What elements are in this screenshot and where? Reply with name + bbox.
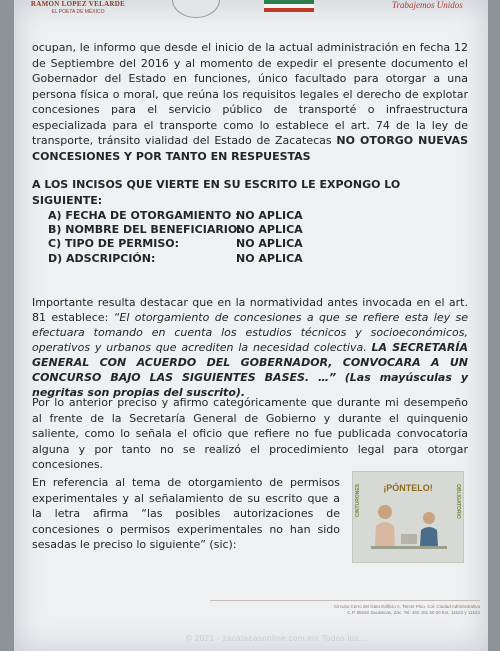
letterhead-left <box>28 0 128 15</box>
paragraph-concessions <box>32 40 468 164</box>
letterhead-subtitle: EL POETA DE MÉXICO <box>51 9 105 15</box>
slogan: Trabajemos Unidos <box>392 0 463 10</box>
poster-title: ¡PÓNTELO! <box>383 483 433 493</box>
letterhead <box>14 0 488 36</box>
poster-side-text: OBLIGATORIO <box>455 484 461 519</box>
inciso-value: NO APLICA <box>236 237 303 250</box>
poster-figures-icon <box>371 498 447 556</box>
paragraph-text: ocupan, le informo que desde el inicio de la actual administración en fecha 12 de Septiembre del 2016 y al momento de expedir el presente documento el Gobernador del Estado en funciones, único facultado para otorgar a una persona física o moral, que reúna los requisitos legales el derecho de explotar concesiones para el servicio público de transporté o infraestructura especializada para el transporte como lo establece el art. 74 de la ley de transporte, tránsito vialidad del Estado de Zacatecas <box>32 41 468 147</box>
footer-line: Circuito Cerro del Gato Edificio A, Tercer Piso, Col. Ciudad Administrativa <box>334 604 480 609</box>
quote-note: (Las mayúsculas y negritas son propias del suscrito). <box>32 371 469 399</box>
paragraph-article-81 <box>32 295 468 400</box>
footer-divider <box>210 600 480 601</box>
flag-band <box>264 8 314 12</box>
quote-text: “El otorgamiento de concesiones a que se refiere esta ley se efectuara tomando en cuenta los estudios técnicos y socioeconómicos, operativos y urbanos que acrediten la necesidad colectiva. <box>32 311 468 354</box>
inciso-value: NO APLICA <box>236 252 303 265</box>
footer-line: C.P. 98160 Zacatecas, Zac. Tel. 492 491 50 00 Ext. 11523 y 11522 <box>347 610 480 615</box>
inciso-label: C) TIPO DE PERMISO: <box>48 237 180 250</box>
state-flag-icon <box>264 0 314 20</box>
inciso-label: D) ADSCRIPCIÓN: <box>48 252 156 265</box>
quote-bold-text: LA SECRETARÍA GENERAL CON ACUERDO DEL GOBERNADOR, CONVOCARA A UN CONCURSO BAJO LAS SIGUIENTES BASES. …” <box>32 341 468 384</box>
paragraph-text: Importante resulta destacar que en la normatividad antes invocada en el art. 81 establece: <box>32 296 468 324</box>
seal-icon <box>172 0 220 18</box>
letterhead-name: RAMON LOPEZ VELARDE <box>30 0 126 8</box>
inciso-value: NO APLICA <box>236 209 303 222</box>
inciso-value: NO APLICA <box>236 223 303 236</box>
inciso-label: B) NOMBRE DEL BENEFICIARIO: <box>48 223 242 236</box>
document-page <box>14 0 488 651</box>
inciso-label: A) FECHA DE OTORGAMIENTO : <box>48 209 240 222</box>
paragraph-permits: En referencia al tema de otorgamiento de permisos experimentales y al señalamiento de su escrito que a la letra afirma “las posibles autorizaciones de concesiones o permisos experimentales no han sido sesadas le preciso lo siguiente” (sic): <box>32 476 340 551</box>
paragraph-bold-text: NO OTORGO NUEVAS CONCESIONES Y POR TANTO EN RESPUESTAS <box>32 134 468 163</box>
watermark: © 2021 - zacatecasonline.com.mx Todos los... <box>186 634 367 643</box>
footer-address <box>210 604 480 616</box>
seatbelt-poster <box>352 471 464 563</box>
paragraph-affirmation: Por lo anterior preciso y afirmo categóricamente que durante mi desempeño al frente de la Secretaría General de Gobierno y durante el quinquenio saliente, como lo señala el oficio que refiere no fue publicada convocatoria alguna y por tanto no se realizó el procedimiento legal para otorgar concesiones. <box>32 396 468 471</box>
incisos-intro: A LOS INCISOS QUE VIERTE EN SU ESCRITO LE EXPONGO LO SIGUIENTE: <box>32 178 401 207</box>
poster-side-text: CINTURONES <box>355 484 361 518</box>
